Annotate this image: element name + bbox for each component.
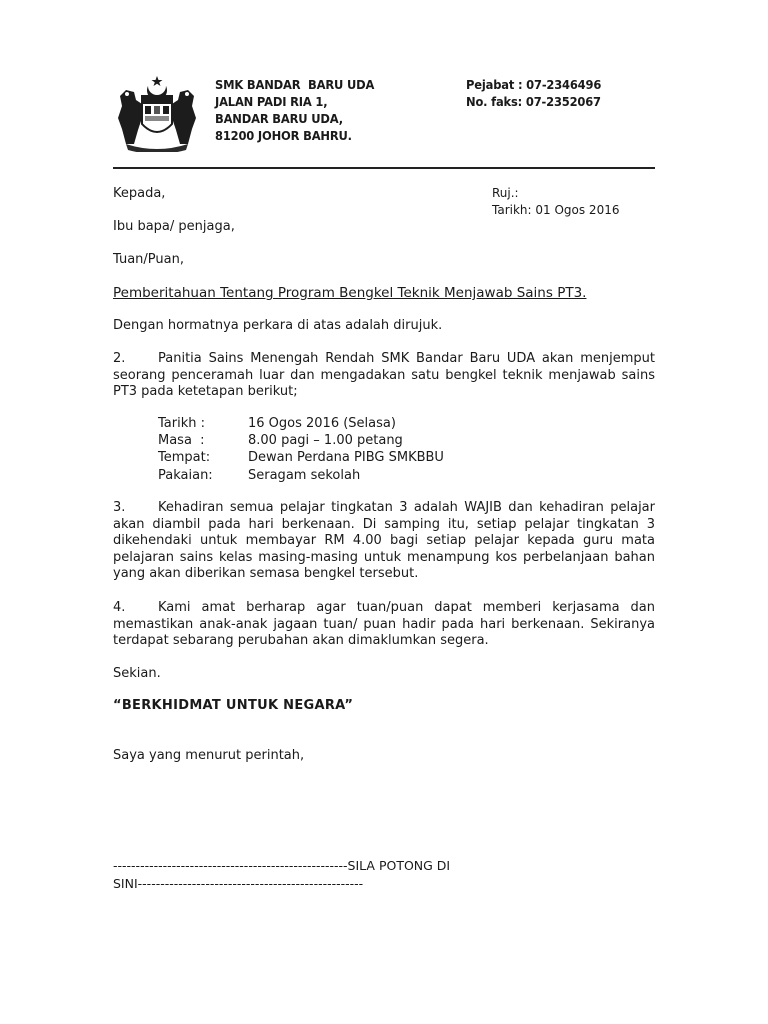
signoff: Saya yang menurut perintah, [113,748,305,763]
office-phone: Pejabat : 07-2346496 [466,77,602,92]
address-line-2: BANDAR BARU UDA, [215,111,343,126]
paragraph-3 [113,500,655,583]
detail-row [158,467,444,484]
recipient-addressee: Ibu bapa/ penjaga, [113,219,235,234]
paragraph-number: 3. [113,500,126,515]
detail-row [158,449,444,466]
school-contact [466,76,601,110]
closing-line: Sekian. [113,666,161,681]
letter-subject: Pemberitahuan Tentang Program Bengkel Teknik Menjawab Sains PT3. [113,285,587,301]
salutation: Tuan/Puan, [113,252,184,267]
school-name: SMK BANDAR BARU UDA [215,77,375,92]
paragraph-text: Panitia Sains Menengah Rendah SMK Bandar Baru UDA akan menjemput seorang penceramah luar dan mengadakan satu bengkel teknik menjawab sains PT3 pada ketetapan berikut; [113,351,655,399]
cut-line-1: ----------------------------------------------------SILA POTONG DI [113,858,451,873]
detail-label: Masa : [158,433,205,449]
paragraph-number: 2. [113,351,126,366]
letter-date: Tarikh: 01 Ogos 2016 [492,203,620,217]
paragraph-text: Kami amat berharap agar tuan/puan dapat memberi kerjasama dan memastikan anak-anak jagaan tuan/ puan hadir pada hari berkenaan. Sekiranya terdapat sebarang perubahan akan dimaklumkan segera. [113,600,655,648]
detail-label: Tempat: [158,450,211,466]
paragraph-number: 4. [113,600,126,615]
recipient-to: Kepada, [113,186,166,201]
motto: “BERKHIDMAT UNTUK NEGARA” [113,698,354,713]
coat-of-arms-logo [112,74,202,152]
cut-line-2: SINI-------------------------------------------------- [113,876,364,891]
reference-number: Ruj.: [492,186,519,200]
header-divider [113,167,655,169]
detail-row [158,432,444,449]
paragraph-text: Kehadiran semua pelajar tingkatan 3 adalah WAJIB dan kehadiran pelajar akan diambil pada hari berkenaan. Di samping itu, setiap pelajar tingkatan 3 dikehendaki untuk membayar RM 4.00 bagi setiap pelajar kepada guru mata pelajaran sains kelas masing-masing untuk menampung kos perbelanjaan bahan yang akan diberikan semasa bengkel tersebut. [113,500,655,581]
detail-value: Seragam sekolah [248,467,361,483]
address-line-1: JALAN PADI RIA 1, [215,94,328,109]
detail-row [158,415,444,432]
opening-line: Dengan hormatnya perkara di atas adalah dirujuk. [113,318,443,333]
address-line-3: 81200 JOHOR BAHRU. [215,128,352,143]
paragraph-4 [113,600,655,650]
detail-value: 16 Ogos 2016 (Selasa) [248,416,396,431]
fax-number: No. faks: 07-2352067 [466,94,601,109]
paragraph-2 [113,351,655,401]
detail-label: Pakaian: [158,467,213,483]
detail-value: 8.00 pagi – 1.00 petang [248,433,403,449]
detail-label: Tarikh : [158,416,205,431]
event-details [158,415,444,484]
school-address [215,76,374,144]
detail-value: Dewan Perdana PIBG SMKBBU [248,450,444,466]
